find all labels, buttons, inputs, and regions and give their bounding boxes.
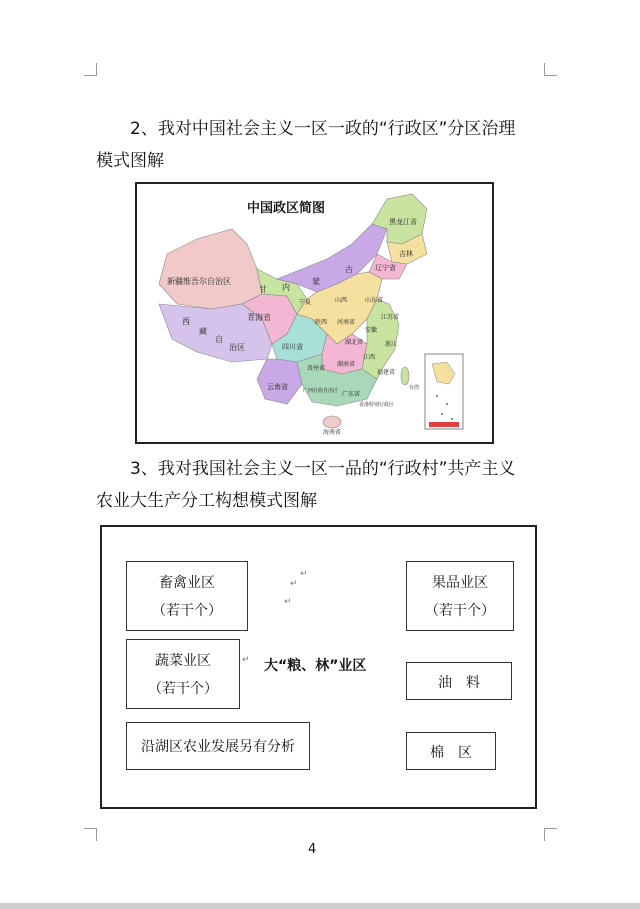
center-grain-forest-label: 大“粮、林”业区 <box>264 658 367 674</box>
box-vegetable-title: 蔬菜业区 <box>155 653 211 669</box>
label-neimenggu2: 蒙 <box>312 277 320 286</box>
map-title: 中国政区简图 <box>247 201 326 216</box>
label-jiangsu: 江苏省 <box>381 314 400 321</box>
label-hainan: 海南省 <box>323 429 342 436</box>
label-anhui: 安徽 <box>365 327 378 334</box>
label-heilongjiang: 黑龙江省 <box>389 218 417 226</box>
label-shaanxi: 陕西 <box>315 319 328 326</box>
label-hunan: 湖南省 <box>337 361 356 368</box>
return-mark: ↵ <box>300 569 308 579</box>
label-fujian: 福建省 <box>377 369 396 376</box>
label-neimenggu1: 内 <box>282 283 290 292</box>
label-liaoning: 辽宁省 <box>375 264 396 272</box>
label-xizang1: 西 <box>182 317 190 326</box>
box-oil-title: 油 料 <box>438 675 480 691</box>
label-shandong: 山东省 <box>365 297 384 304</box>
china-map <box>137 184 492 442</box>
region-taiwan <box>401 367 409 385</box>
section2-line1: 2、我对中国社会主义一区一政的“行政区”分区治理 <box>130 119 516 139</box>
china-map-figure <box>135 182 494 444</box>
label-guangdong: 广东省 <box>342 391 361 398</box>
box-lakeside <box>126 722 310 770</box>
label-gansu: 甘 <box>259 285 267 294</box>
label-taiwan: 台湾 <box>409 385 420 391</box>
region-hainan <box>323 416 341 428</box>
corner-mark-bottom-right <box>544 828 557 841</box>
label-sichuan: 四川省 <box>282 343 303 351</box>
label-xizang3: 自 <box>215 335 223 344</box>
box-fruit-title: 果品业区 <box>432 575 488 591</box>
label-xizang2: 藏 <box>199 327 207 336</box>
region-xinjiang <box>159 229 262 309</box>
box-oil <box>406 662 512 700</box>
return-mark: ↵ <box>284 597 292 607</box>
label-neimenggu3: 古 <box>345 265 353 274</box>
label-hongkong: 香港特别行政区 <box>359 402 395 408</box>
corner-mark-top-right <box>544 63 557 76</box>
label-guizhou: 贵州省 <box>307 365 326 372</box>
section3-line1: 3、我对我国社会主义一区一品的“行政村”共产主义 <box>130 459 516 479</box>
label-ningxia: 宁夏 <box>299 299 312 306</box>
box-fruit <box>406 561 514 631</box>
section3-line2: 农业大生产分工构想模式图解 <box>96 491 317 511</box>
box-lakeside-title: 沿湖区农业发展另有分析 <box>141 739 295 755</box>
region-yunnan <box>257 359 302 404</box>
label-shanxi: 山西 <box>335 297 348 304</box>
label-guangxi: 广西壮族自治区 <box>303 388 339 394</box>
agriculture-zoning-diagram <box>100 525 537 809</box>
box-livestock-sub: （若干个） <box>152 603 222 619</box>
section2-line2: 模式图解 <box>96 151 164 171</box>
return-mark: ↵ <box>242 655 250 665</box>
box-cotton <box>406 732 496 770</box>
label-xizang4: 治区 <box>229 343 245 352</box>
box-vegetable-sub: （若干个） <box>148 681 218 697</box>
label-qinghai: 青海省 <box>247 313 271 322</box>
page-number: 4 <box>308 842 317 857</box>
box-fruit-sub: （若干个） <box>425 603 495 619</box>
return-mark: ↵ <box>290 579 298 589</box>
box-vegetable <box>126 639 240 709</box>
box-livestock-title: 畜禽业区 <box>159 575 215 591</box>
label-hubei: 湖北省 <box>345 339 364 346</box>
label-jiangxi: 江西 <box>363 354 376 361</box>
label-yunnan: 云南省 <box>267 383 288 391</box>
corner-mark-bottom-left <box>84 828 97 841</box>
label-xinjiang: 新疆维吾尔自治区 <box>167 277 231 286</box>
box-cotton-title: 棉 区 <box>430 745 472 761</box>
box-livestock <box>126 561 248 631</box>
label-zhejiang: 浙江 <box>385 341 398 348</box>
corner-mark-top-left <box>84 63 97 76</box>
label-henan: 河南省 <box>337 319 356 326</box>
page-bottom-edge <box>0 903 640 909</box>
label-jilin: 吉林 <box>399 250 413 258</box>
